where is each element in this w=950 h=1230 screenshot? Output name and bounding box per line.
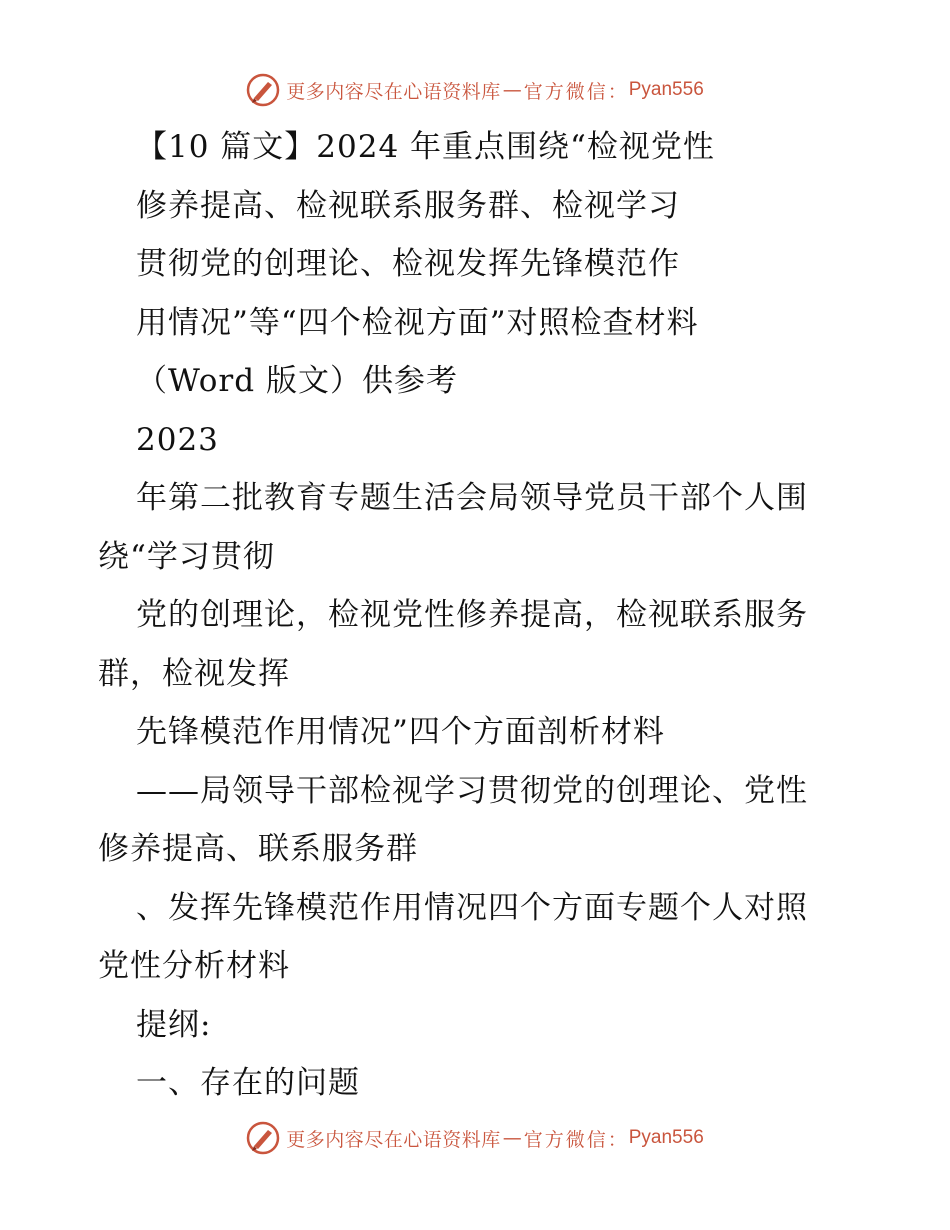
banner-text: 更多内容尽在心语资料库 xyxy=(286,1128,501,1151)
title-line-1: 【10 篇文】2024 年重点围绕“检视党性 xyxy=(136,129,715,165)
header-watermark-banner xyxy=(0,70,950,110)
body-line: 群，检视发挥 xyxy=(98,655,290,692)
section-heading: 一、存在的问题 xyxy=(136,1065,360,1101)
title-line-3: 贯彻党的创理论、检视发挥先锋模范作 xyxy=(136,246,680,282)
body-line: 绕“学习贯彻 xyxy=(98,538,275,575)
pen-logo-icon xyxy=(246,1121,280,1155)
banner-wechat-label: 官方微信： xyxy=(523,80,629,103)
body-line: 、发挥先锋模范作用情况四个方面专题个人对照 xyxy=(136,889,808,926)
body-line: 先锋模范作用情况”四个方面剖析材料 xyxy=(136,714,665,750)
banner-wechat-id: Pyan556 xyxy=(628,1127,704,1148)
body-line: ——局领导干部检视学习贯彻党的创理论、党性 xyxy=(136,772,808,809)
banner-wechat-id: Pyan556 xyxy=(628,79,704,100)
outline-heading: 提纲: xyxy=(136,1006,212,1043)
title-line-4: 用情况”等“四个检视方面”对照检查材料 xyxy=(136,304,699,341)
banner-text: 更多内容尽在心语资料库 xyxy=(286,80,501,103)
banner-wechat-label: 官方微信： xyxy=(523,1128,629,1151)
body-line: 年第二批教育专题生活会局领导党员干部个人围 xyxy=(136,480,808,516)
pen-logo-icon xyxy=(246,73,280,107)
body-line: 党性分析材料 xyxy=(98,948,290,984)
banner-separator: — xyxy=(502,1127,522,1149)
document-body xyxy=(98,118,858,1113)
body-line: 修养提高、联系服务群 xyxy=(98,831,418,867)
body-line: 党的创理论，检视党性修养提高，检视联系服务 xyxy=(136,597,808,633)
title-line-5: （Word 版文）供参考 xyxy=(136,363,458,399)
banner-separator: — xyxy=(502,79,522,101)
footer-watermark-banner xyxy=(0,1118,950,1158)
title-line-2: 修养提高、检视联系服务群、检视学习 xyxy=(136,187,680,224)
year-line: 2023 xyxy=(136,421,219,458)
